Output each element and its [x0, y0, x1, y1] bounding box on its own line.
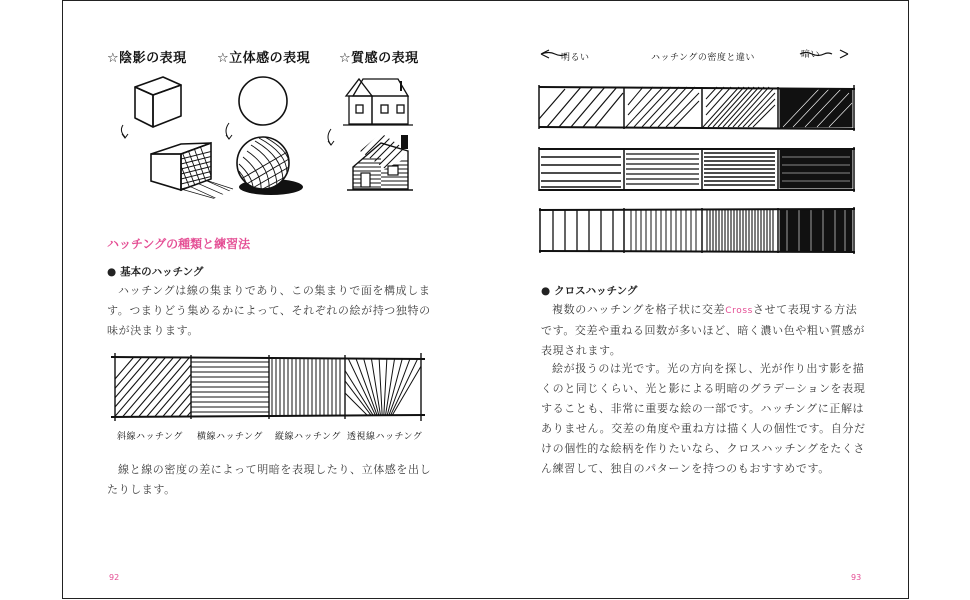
house-sketch-textured	[347, 121, 413, 190]
label-volume: ☆立体感の表現	[217, 51, 311, 66]
label-shading: ☆陰影の表現	[107, 51, 187, 66]
paragraph-basic-hatching: ハッチングは線の集まりであり、この集まりで面を構成します。つまりどう集めるかによって、それぞれの絵が持つ独特の味が決まります。	[107, 284, 431, 337]
hatch-sample-perspective	[339, 356, 427, 431]
text-run: 複数のハッチングを格子状に交差	[552, 303, 726, 316]
cube-sketch-shaded	[151, 143, 241, 206]
bullet: ●	[541, 285, 551, 297]
cube-sketch-plain	[135, 77, 181, 127]
density-row-vertical	[539, 207, 855, 254]
book-spread	[62, 0, 909, 599]
label-texture: ☆質感の表現	[339, 51, 419, 66]
house-sketch-plain	[343, 79, 413, 125]
text-run: させて表現する方法です。交差や重ねる回数が多いほど、暗く濃い色や粗い質感が表現されます。	[541, 303, 865, 357]
page-number-left: 92	[109, 573, 120, 582]
hatch-label-perspective: 透視線ハッチング	[347, 432, 423, 442]
scale-label-title: ハッチングの密度と違い	[651, 53, 755, 63]
scale-label-dark: 暗い	[801, 50, 821, 60]
sphere-sketch	[233, 136, 313, 197]
hatch-sample-vertical	[272, 356, 340, 418]
subheading-text: 基本のハッチング	[120, 266, 204, 278]
density-row-horizontal	[539, 147, 855, 192]
subheading-text: クロスハッチング	[554, 285, 638, 297]
scale-label-light: 明るい	[561, 53, 590, 63]
paragraph-light-and-shadow: 絵が扱うのは光です。光の方向を探し、光が作り出す影を描くのと同じくらい、光と影による明暗のグラデーションを表現することも、非常に重要な絵の一部です。ハッチングに正解はありません。交差の角度や重ね方は描く人の個性です。自分だけの個性的な絵柄を作りたいなら、クロスハッチングをたくさん練習して、独自のパターンを持つのもおすすめです。	[541, 362, 866, 475]
hatch-label-diagonal: 斜線ハッチング	[117, 432, 183, 442]
hatch-sample-horizontal	[189, 362, 271, 412]
bullet: ●	[107, 266, 117, 278]
page-number-right: 93	[851, 573, 862, 582]
circle-sketch	[239, 77, 287, 125]
subheading-cross-hatching	[541, 283, 637, 298]
section-heading: ハッチングの種類と練習法	[107, 237, 251, 251]
density-row-diagonal	[539, 85, 855, 131]
paragraph-cross-hatching	[541, 300, 867, 361]
hatch-label-vertical: 縦線ハッチング	[275, 432, 341, 442]
subheading-basic-hatching	[107, 264, 203, 279]
paragraph-density: 線と線の密度の差によって明暗を表現したり、立体感を出したりします。	[107, 463, 432, 496]
hatch-label-horizontal: 横線ハッチング	[197, 432, 263, 442]
annotation-cross: Cross	[725, 306, 753, 316]
